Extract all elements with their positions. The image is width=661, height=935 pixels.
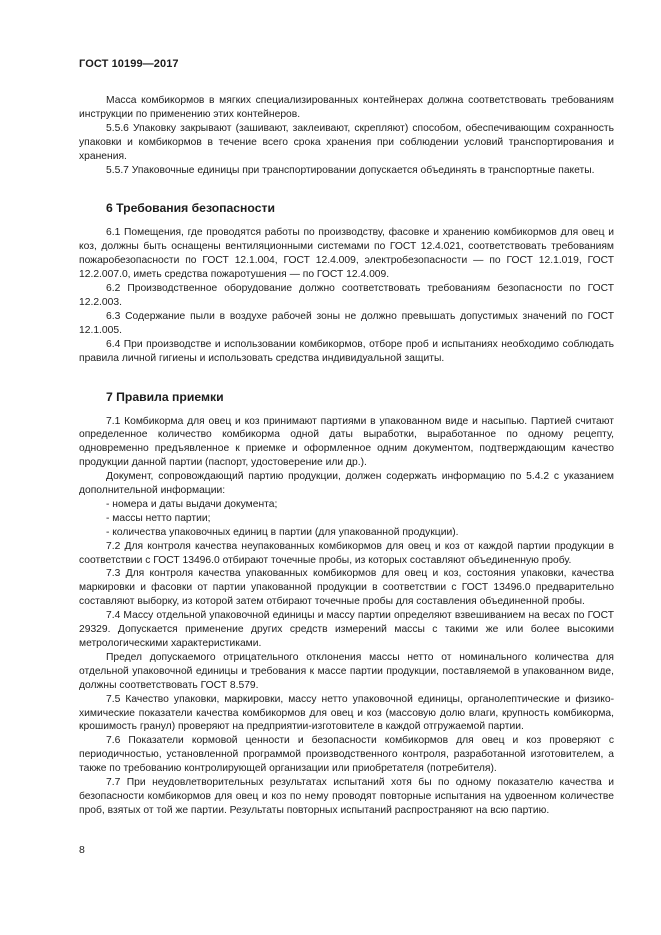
- document-body: [79, 94, 614, 818]
- spacer: [79, 366, 614, 389]
- paragraph-7-5: 7.5 Качество упаковки, маркировки, массу нетто упаковочной единицы, органолептические и физико-химические показатели качества комбикормов для овец и коз (массовую долю влаги, крупность комбикорма, крошимость гранул) проверяют на предприятии-изготовителе в каждой отгружаемой партии.: [79, 693, 614, 733]
- standard-number-header: ГОСТ 10199—2017: [79, 58, 179, 70]
- list-item: - массы нетто партии;: [106, 512, 211, 524]
- paragraph-5-5-6: 5.5.6 Упаковку закрывают (зашивают, заклеивают, скрепляют) способом, обеспечивающим сохранность упаковки и комбикормов в течение всего срока хранения при соблюдении условий транспортирования и хранения.: [79, 122, 614, 162]
- spacer: [79, 177, 614, 200]
- paragraph-7-1: 7.1 Комбикорма для овец и коз принимают партиями в упакованном виде и насыпью. Партией считают определенное количество комбикорма одной даты выработки, выработанное по одному рецепту, одновременно предъявленное к приемке и оформленное одним документом, подтверждающим качество продукции данной партии (паспорт, удостоверение или др.).: [79, 415, 614, 469]
- paragraph-7-7: 7.7 При неудовлетворительных результатах испытаний хотя бы по одному показателю качества и безопасности комбикормов для овец и коз по нему проводят повторные испытания на удвоенном количестве проб, взятых от той же партии. Результаты повторных испытаний распространяют на всю партию.: [79, 777, 614, 816]
- paragraph-6-2: 6.2 Производственное оборудование должно соответствовать требованиям безопасности по ГОСТ 12.2.003.: [79, 283, 614, 308]
- page-number: 8: [79, 844, 85, 856]
- spacer: [79, 216, 614, 226]
- paragraph-container-mass: Масса комбикормов в мягких специализированных контейнерах должна соответствовать требованиям инструкции по применению этих контейнеров.: [79, 95, 614, 120]
- paragraph-6-1: 6.1 Помещения, где проводятся работы по производству, фасовке и хранению комбикормов для овец и коз, должны быть оснащены вентиляционными системами по ГОСТ 12.4.021, соответствовать требованиям пожаробезопасности по ГОСТ 12.1.004, ГОСТ 12.4.009, электробезопасности — по ГОСТ 12.1.019, ГОСТ 12.2.007.0, иметь средства пожаротушения — по ГОСТ 12.4.009.: [79, 227, 614, 281]
- paragraph-7-6: 7.6 Показатели кормовой ценности и безопасности комбикормов для овец и коз проверяют с периодичностью, установленной программой производственного контроля, разработанной изготовителем, а также по требованию контролирующей организации или приобретателя (потребителя).: [79, 735, 614, 775]
- section-6-heading: 6 Требования безопасности: [106, 201, 275, 216]
- spacer: [79, 405, 614, 415]
- paragraph-7-2: 7.2 Для контроля качества неупакованных комбикормов для овец и коз от каждой партии продукции в соответствии с ГОСТ 13496.0 отбирают точечные пробы, из которых составляют объединенную пробу.: [79, 540, 614, 566]
- paragraph-accompanying-document: Документ, сопровождающий партию продукции, должен содержать информацию по 5.4.2 с указанием дополнительной информации:: [79, 471, 614, 497]
- paragraph-6-3: 6.3 Содержание пыли в воздухе рабочей зоны не должно превышать допустимых значений по ГОСТ 12.1.005.: [79, 310, 614, 336]
- paragraph-5-5-7: 5.5.7 Упаковочные единицы при транспортировании допускается объединять в транспортные пакеты.: [106, 164, 595, 176]
- paragraph-7-4: 7.4 Массу отдельной упаковочной единицы и массу партии определяют взвешиванием на весах по ГОСТ 29329. Допускается применение других средств измерений массы с такими же или более высокими метрологическими характеристиками.: [79, 610, 614, 649]
- list-item: - номера и даты выдачи документа;: [106, 498, 278, 510]
- paragraph-7-4-tolerance: Предел допускаемого отрицательного отклонения массы нетто от номинального количества для отдельной упаковочной единицы и требования к массе партии продукции, поставляемой в упакованном виде, должны соответствовать ГОСТ 8.579.: [79, 651, 614, 691]
- paragraph-7-3: 7.3 Для контроля качества упакованных комбикормов для овец и коз, состояния упаковки, качества маркировки и фасовки от партии упакованной продукции в соответствии с ГОСТ 13496.0 предварительно составляют выборку, из которой затем отбирают точечные пробы для составления объединенной пробы.: [79, 568, 614, 608]
- paragraph-6-4: 6.4 При производстве и использовании комбикормов, отборе проб и испытаниях необходимо соблюдать правила личной гигиены и использовать средства индивидуальной защиты.: [79, 338, 614, 364]
- list-item: - количества упаковочных единиц в партии (для упакованной продукции).: [106, 526, 459, 538]
- section-7-heading: 7 Правила приемки: [106, 389, 224, 404]
